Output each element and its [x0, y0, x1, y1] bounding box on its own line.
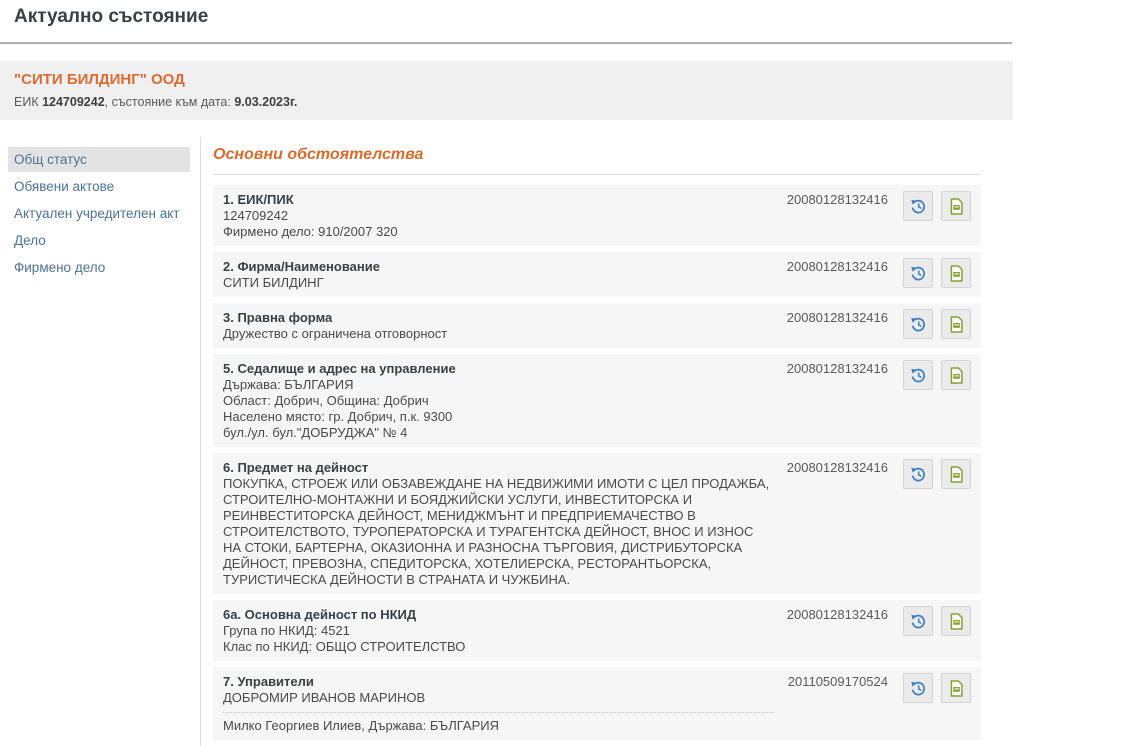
registry-row	[213, 600, 981, 661]
document-button[interactable]	[941, 309, 971, 339]
eik-label: ЕИК	[14, 95, 43, 109]
history-icon	[910, 265, 927, 282]
entry-timestamp: 20080128132416	[786, 460, 888, 475]
registry-row	[213, 667, 981, 740]
document-icon	[949, 680, 964, 697]
field-title: 3. Правна форма	[223, 310, 333, 325]
history-button[interactable]	[903, 673, 933, 703]
registry-row	[213, 354, 981, 447]
field-meta	[784, 359, 971, 441]
title-divider	[0, 42, 1012, 44]
history-icon	[910, 613, 927, 630]
field-line: Клас по НКИД: ОБЩО СТРОИТЕЛСТВО	[223, 639, 466, 654]
history-button[interactable]	[903, 459, 933, 489]
entry-timestamp: 20080128132416	[786, 259, 888, 274]
document-button[interactable]	[941, 606, 971, 636]
history-icon	[910, 680, 927, 697]
registry-row	[213, 453, 981, 594]
field-title: 6. Предмет на дейност	[223, 460, 369, 475]
document-icon	[949, 613, 964, 630]
field-title: 2. Фирма/Наименование	[223, 259, 380, 274]
sidebar-item-announced-acts[interactable]: Обявени актове	[14, 179, 115, 194]
company-banner	[0, 61, 1013, 120]
entry-timestamp: 20080128132416	[786, 361, 888, 376]
field-meta	[784, 605, 971, 655]
document-icon	[949, 198, 964, 215]
field-line: Населено място: гр. Добрич, п.к. 9300	[223, 409, 453, 424]
company-meta	[14, 95, 999, 109]
entry-timestamp: 20110509170524	[787, 674, 888, 689]
entry-separator	[223, 712, 774, 713]
history-icon	[910, 367, 927, 384]
registry-row	[213, 303, 981, 348]
field-title: 1. ЕИК/ПИК	[223, 192, 294, 207]
section-divider	[213, 174, 981, 175]
field-line: Област: Добрич, Община: Добрич	[223, 393, 429, 408]
status-label: , състояние към дата:	[104, 95, 235, 109]
field-line: ПОКУПКА, СТРОЕЖ ИЛИ ОБЗАВЕЖДАНЕ НА НЕДВИЖИМИ ИМОТИ С ЦЕЛ ПРОДАЖБА, СТРОИТЕЛНО-МОНТАЖНИ И БОЯДЖИЙСКИ УСЛУГИ, ИНВЕСТИТОРСКА И РЕИНВЕСТИТОРСКА ДЕЙНОСТ, МЕНИДЖМЪНТ И ПРЕДПРИЕМАЧЕСТВО В СТРОИТЕЛСТВОТО, ТУРОПЕРАТОРСКА И ТУРАГЕНТСКА ДЕЙНОСТ, ВНОС И ИЗНОС НА СТОКИ, БАРТЕРНА, ОКАЗИОННА И РАЗНОСНА ТЪРГОВИЯ, ДИСТРИБУТОРСКА ДЕЙНОСТ, ПРЕВОЗНА, СПЕДИТОРСКА, ХОТЕЛИЕРСКА, РЕСТОРАНТЬОРСКА, ТУРИСТИЧЕСКА ДЕЙНОСТИ В СТРАНАТА И ЧУЖБИНА.	[223, 476, 770, 587]
sidebar-item-company-case[interactable]: Фирмено дело	[14, 260, 106, 275]
field-line: Милко Георгиев Илиев, Държава: БЪЛГАРИЯ	[223, 718, 499, 733]
field-lines	[223, 275, 774, 291]
sidebar	[0, 137, 201, 746]
history-button[interactable]	[903, 191, 933, 221]
field-title: 5. Седалище и адрес на управление	[223, 361, 456, 376]
field-line: Дружество с ограничена отговорност	[223, 326, 448, 341]
document-button[interactable]	[941, 191, 971, 221]
field-content	[223, 308, 784, 342]
document-icon	[949, 316, 964, 333]
field-lines	[223, 623, 774, 655]
field-title: 7. Управители	[223, 674, 314, 689]
history-button[interactable]	[903, 360, 933, 390]
field-line: Държава: БЪЛГАРИЯ	[223, 377, 354, 392]
field-title: 6а. Основна дейност по НКИД	[223, 607, 417, 622]
field-content	[223, 672, 784, 734]
document-button[interactable]	[941, 459, 971, 489]
field-meta	[784, 190, 971, 240]
field-line: Фирмено дело: 910/2007 320	[223, 224, 398, 239]
history-icon	[910, 316, 927, 333]
field-line: 124709242	[223, 208, 289, 223]
content-area	[0, 137, 1122, 746]
eik-value: 124709242	[42, 95, 105, 109]
field-content	[223, 257, 784, 291]
entry-timestamp: 20080128132416	[786, 310, 888, 325]
field-meta	[784, 458, 971, 588]
document-button[interactable]	[941, 673, 971, 703]
registry-row	[213, 252, 981, 297]
registry-rows	[213, 185, 981, 740]
field-line: СИТИ БИЛДИНГ	[223, 275, 324, 290]
page-title: Актуално състояние	[14, 6, 209, 27]
history-icon	[910, 466, 927, 483]
document-button[interactable]	[941, 258, 971, 288]
entry-timestamp: 20080128132416	[786, 192, 888, 207]
main-panel	[201, 137, 981, 746]
history-button[interactable]	[903, 606, 933, 636]
field-meta	[784, 308, 971, 342]
history-icon	[910, 198, 927, 215]
field-lines	[223, 476, 774, 588]
field-meta	[784, 672, 971, 734]
field-meta	[784, 257, 971, 291]
document-button[interactable]	[941, 360, 971, 390]
history-button[interactable]	[903, 309, 933, 339]
sidebar-item-case[interactable]: Дело	[14, 233, 46, 248]
field-lines	[223, 208, 774, 240]
history-button[interactable]	[903, 258, 933, 288]
status-date: 9.03.2023г.	[234, 95, 298, 109]
document-icon	[949, 466, 964, 483]
field-content	[223, 458, 784, 588]
field-lines	[223, 690, 774, 734]
field-lines	[223, 377, 774, 441]
field-line: бул./ул. бул."ДОБРУДЖА" № 4	[223, 425, 408, 440]
field-line: Група по НКИД: 4521	[223, 623, 350, 638]
field-content	[223, 359, 784, 441]
registry-row	[213, 185, 981, 246]
document-icon	[949, 265, 964, 282]
section-heading: Основни обстоятелства	[213, 146, 424, 163]
field-lines	[223, 326, 774, 342]
field-content	[223, 190, 784, 240]
document-icon	[949, 367, 964, 384]
company-name: "СИТИ БИЛДИНГ" ООД	[14, 71, 185, 88]
field-content	[223, 605, 784, 655]
sidebar-item-general-status[interactable]: Общ статус	[8, 147, 190, 172]
entry-timestamp: 20080128132416	[786, 607, 888, 622]
sidebar-item-current-founding-act[interactable]: Актуален учредителен акт	[14, 206, 180, 221]
field-line: ДОБРОМИР ИВАНОВ МАРИНОВ	[223, 690, 426, 705]
